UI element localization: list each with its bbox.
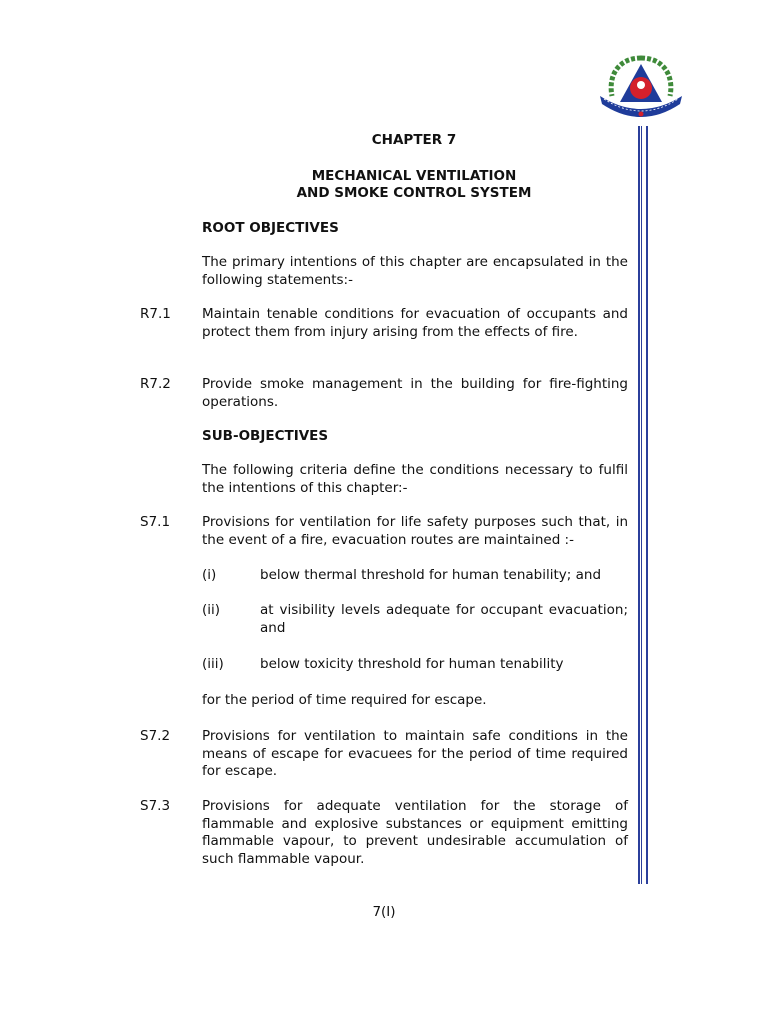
s71-item-ii-text: at visibility levels adequate for occupant evacuation; and: [260, 602, 628, 636]
s71-label: S7.1: [140, 514, 171, 530]
title-line-1: MECHANICAL VENTILATION: [311, 168, 517, 184]
s71-item-i-label: (i): [202, 567, 217, 583]
r72-label: R7.2: [140, 376, 171, 392]
page-number: 7(I): [372, 904, 396, 920]
chapter-heading: CHAPTER 7: [371, 132, 457, 148]
s71-item-i-text: below thermal threshold for human tenability; and: [260, 567, 602, 583]
s72-label: S7.2: [140, 728, 171, 744]
s73-label: S7.3: [140, 798, 171, 814]
r72-text: Provide smoke management in the building for fire-fighting operations.: [202, 376, 628, 410]
sub-intro: The following criteria define the conditions necessary to fulfil the intentions of this chapter:-: [202, 462, 628, 496]
r71-text: Maintain tenable conditions for evacuation of occupants and protect them from injury arising from the effects of fire.: [202, 306, 628, 340]
s71-closing: for the period of time required for escape.: [202, 692, 487, 708]
root-intro: The primary intentions of this chapter are encapsulated in the following statements:-: [202, 254, 628, 288]
s71-item-ii-label: (ii): [202, 602, 221, 618]
root-objectives-heading: ROOT OBJECTIVES: [202, 220, 339, 236]
s72-text: Provisions for ventilation to maintain safe conditions in the means of escape for evacuees for the period of time required for escape.: [202, 728, 628, 779]
s71-text: Provisions for ventilation for life safety purposes such that, in the event of a fire, evacuation routes are maintained :-: [202, 514, 628, 548]
title-line-2: AND SMOKE CONTROL SYSTEM: [296, 185, 532, 201]
s71-item-iii-text: below toxicity threshold for human tenability: [260, 656, 564, 672]
margin-rule: [638, 126, 648, 884]
r71-label: R7.1: [140, 306, 171, 322]
sub-objectives-heading: SUB-OBJECTIVES: [202, 428, 329, 444]
s73-text: Provisions for adequate ventilation for the storage of flammable and explosive substances or equipment emitting flammable vapour, to prevent undesirable accumulation of such flammable vapour.: [202, 798, 628, 867]
civil-defence-crest-icon: [596, 52, 686, 124]
s71-item-iii-label: (iii): [202, 656, 224, 672]
